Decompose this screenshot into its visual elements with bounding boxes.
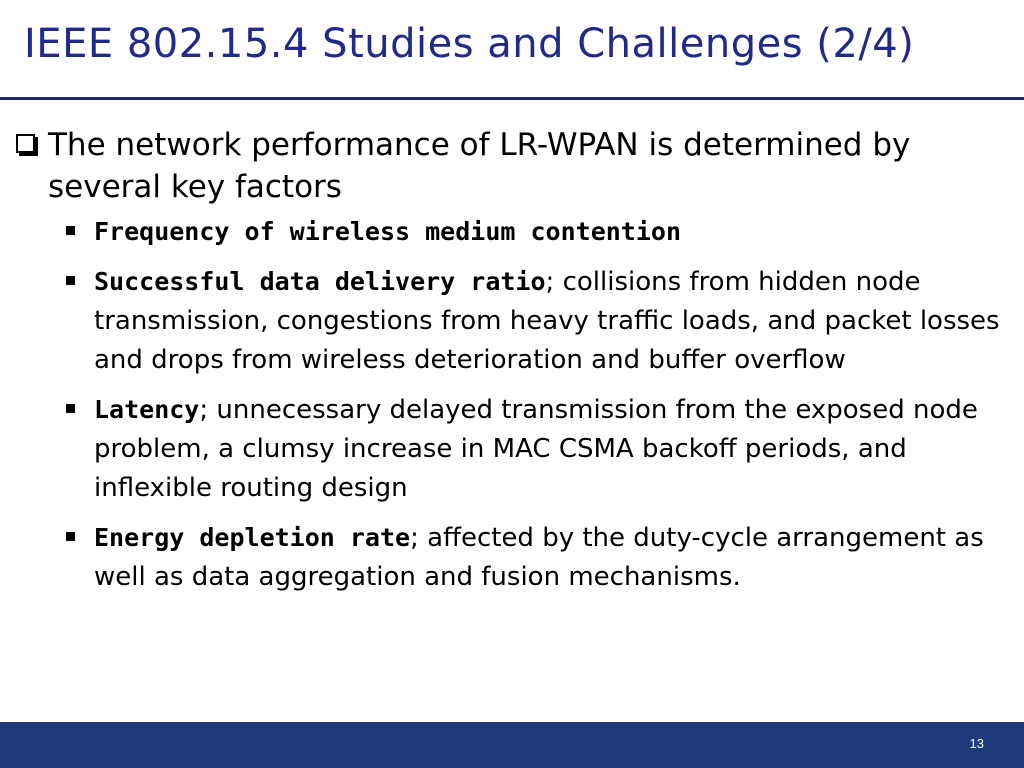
sub-bullet-item [66,390,1006,508]
sub-bullet-detail: ; unnecessary delayed transmission from the exposed node problem, a clumsy increase in MAC CSMA backoff periods, and inflexible routing design [94,395,978,503]
sub-bullet-detail: ; collisions from hidden node transmission, congestions from heavy traffic loads, and packet losses and drops from wireless deterioration and buffer overflow [94,267,1000,375]
checkbox-bullet-icon [16,134,35,153]
bullet-text: The network performance of LR-WPAN is determined by several key factors [48,127,911,205]
sub-bullet-term: Frequency of wireless medium contention [94,217,681,246]
sub-bullet-term: Energy depletion rate [94,523,411,552]
square-bullet-icon [66,532,75,541]
bullet-level-1 [16,124,1006,208]
sub-bullet-item [66,212,1006,252]
sub-bullet-detail: ; affected by the duty-cycle arrangement as well as data aggregation and fusion mechanisms. [94,523,984,592]
footer-bar [0,722,1024,768]
page-number: 13 [969,736,984,751]
sub-bullet-item [66,262,1006,380]
sub-bullet-list [16,212,1006,597]
square-bullet-icon [66,276,75,285]
sub-bullet-term: Successful data delivery ratio [94,267,546,296]
square-bullet-icon [66,404,75,413]
sub-bullet-term: Latency [94,395,200,424]
slide-content [16,124,1006,607]
square-bullet-icon [66,226,75,235]
title-divider [0,97,1024,100]
sub-bullet-item [66,518,1006,597]
slide-title: IEEE 802.15.4 Studies and Challenges (2/4) [24,21,915,67]
